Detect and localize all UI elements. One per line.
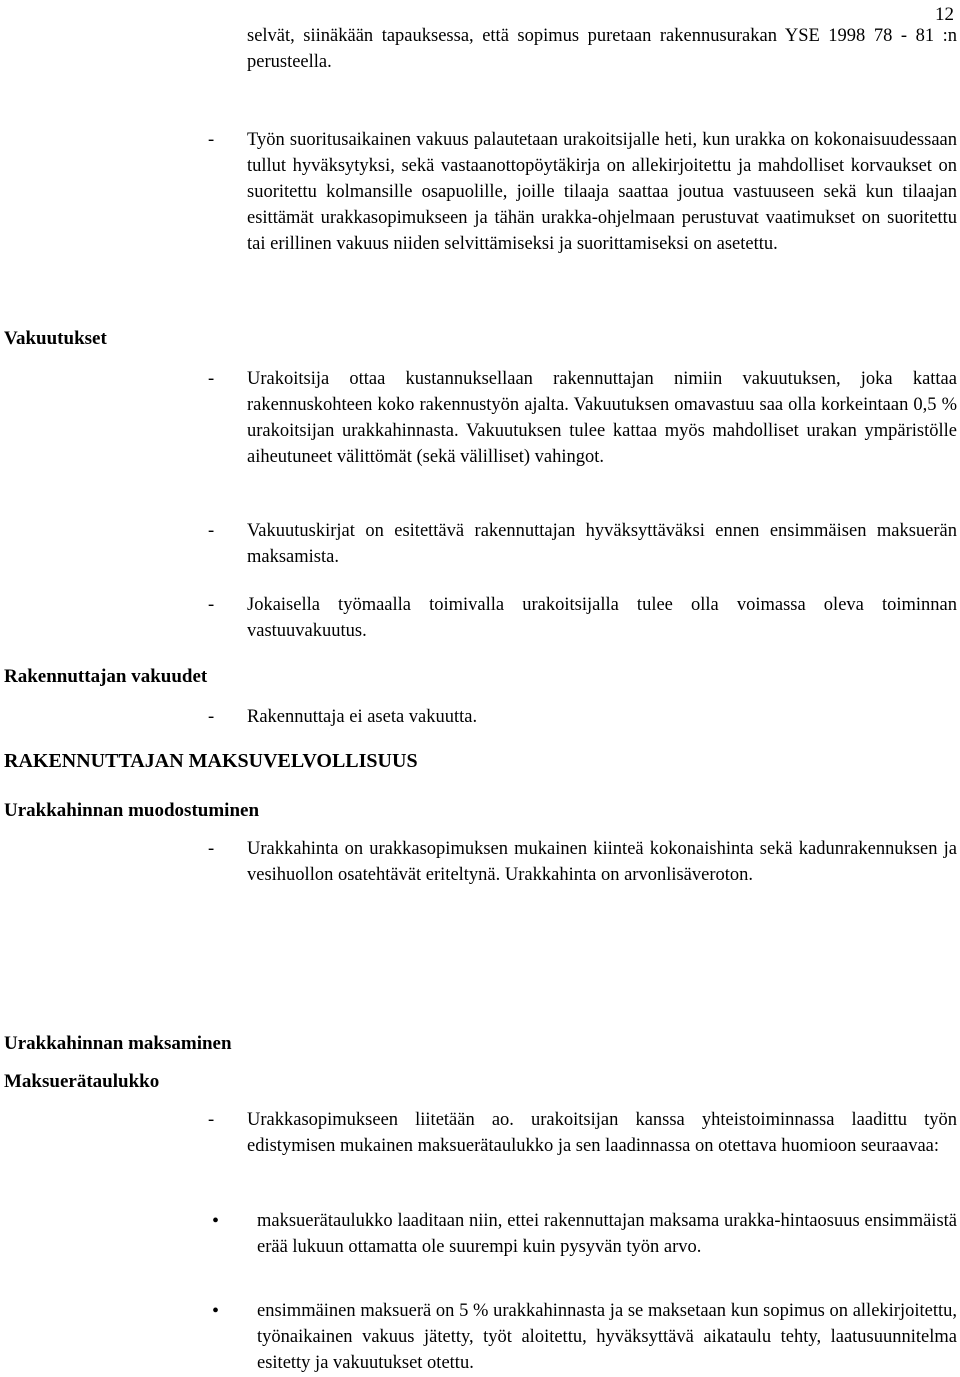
item-warranty-release: [208, 127, 957, 257]
bullet-item-2: [208, 1298, 957, 1376]
dash-marker: -: [208, 1110, 215, 1130]
dash-marker: -: [208, 521, 215, 541]
item-price-formation: [208, 836, 957, 888]
bullet-text: ensimmäinen maksuerä on 5 % urakkahinnasta ja se maksetaan kun sopimus on allekirjoitettu, työnaikainen vakuus jätetty, työt aloitettu, hyväksyttävä aikataulu tehty, laatusuunnitelma esitetty ja vakuutukset otettu.: [257, 1301, 957, 1373]
heading-schedule: Maksuerätaulukko: [4, 1071, 160, 1092]
item-client-securities: [208, 704, 957, 730]
bullet-marker: •: [212, 1210, 220, 1232]
item-text: Urakoitsija ottaa kustannuksellaan rakennuttajan nimiin vakuutuksen, joka kattaa rakennuskohteen koko rakennustyön ajalta. Vakuutuksen omavastuu saa olla korkeintaan 0,5 % urakoitsijan urakkahinnasta. Vakuutuksen tulee kattaa myös mahdolliset urakan ympäristölle aiheutuneet välittömät (sekä välilliset) vahingot.: [247, 369, 957, 467]
dash-marker: -: [208, 707, 215, 727]
heading-price-payment: Urakkahinnan maksaminen: [4, 1033, 232, 1054]
item-insurance-2: [208, 518, 957, 570]
bullet-text: maksuerätaulukko laaditaan niin, ettei rakennuttajan maksama urakka-hintaosuus ensimmäistä erää lukuun ottamatta ole suurempi kuin pysyvän työn arvo.: [257, 1211, 957, 1257]
item-text: Vakuutuskirjat on esitettävä rakennuttajan hyväksyttäväksi ennen ensimmäisen maksuerän maksamista.: [247, 521, 957, 567]
dash-marker: -: [208, 839, 215, 859]
item-insurance-1: [208, 366, 957, 470]
dash-marker: -: [208, 130, 215, 150]
item-insurance-3: [208, 592, 957, 644]
item-text: Urakkahinta on urakkasopimuksen mukainen kiinteä kokonaishinta sekä kadunrakennuksen ja vesihuollon osatehtävät eriteltynä. Urakkahinta on arvonlisäveroton.: [247, 839, 957, 885]
heading-client-securities: Rakennuttajan vakuudet: [4, 666, 208, 687]
item-schedule: [208, 1107, 957, 1159]
bullet-marker: •: [212, 1300, 220, 1322]
bullet-item-1: [208, 1208, 957, 1260]
item-text: Rakennuttaja ei aseta vakuutta.: [247, 707, 478, 727]
dash-marker: -: [208, 595, 215, 615]
dash-marker: -: [208, 369, 215, 389]
heading-insurance: Vakuutukset: [4, 328, 107, 349]
intro-paragraph: selvät, siinäkään tapauksessa, että sopimus puretaan rakennusurakan YSE 1998 78 - 81 :n perusteella.: [247, 26, 957, 72]
item-text: Jokaisella työmaalla toimivalla urakoitsijalla tulee olla voimassa oleva toiminnan vastuuvakuutus.: [247, 595, 957, 641]
page-number: 12: [935, 4, 954, 25]
item-text: Työn suoritusaikainen vakuus palautetaan urakoitsijalle heti, kun urakka on kokonaisuudessaan tullut hyväksytyksi, sekä vastaanottopöytäkirja on allekirjoitettu ja mahdolliset korvaukset on suoritettu kolmansille osapuolille, joille tilaaja saattaa joutua vastuuseen sekä kun tilaajan esittämät urakkasopimukseen ja tähän urakka-ohjelmaan perustuvat vaatimukset on suoritettu tai erillinen vakuus niiden selvittämiseksi ja suorittamiseksi on asetettu.: [247, 130, 957, 254]
heading-payment-obligation: RAKENNUTTAJAN MAKSUVELVOLLISUUS: [4, 750, 418, 772]
heading-price-formation: Urakkahinnan muodostuminen: [4, 800, 260, 821]
item-text: Urakkasopimukseen liitetään ao. urakoitsijan kanssa yhteistoiminnassa laadittu työn edistymisen mukainen maksuerätaulukko ja sen laadinnassa on otettava huomioon seuraavaa:: [247, 1110, 957, 1156]
